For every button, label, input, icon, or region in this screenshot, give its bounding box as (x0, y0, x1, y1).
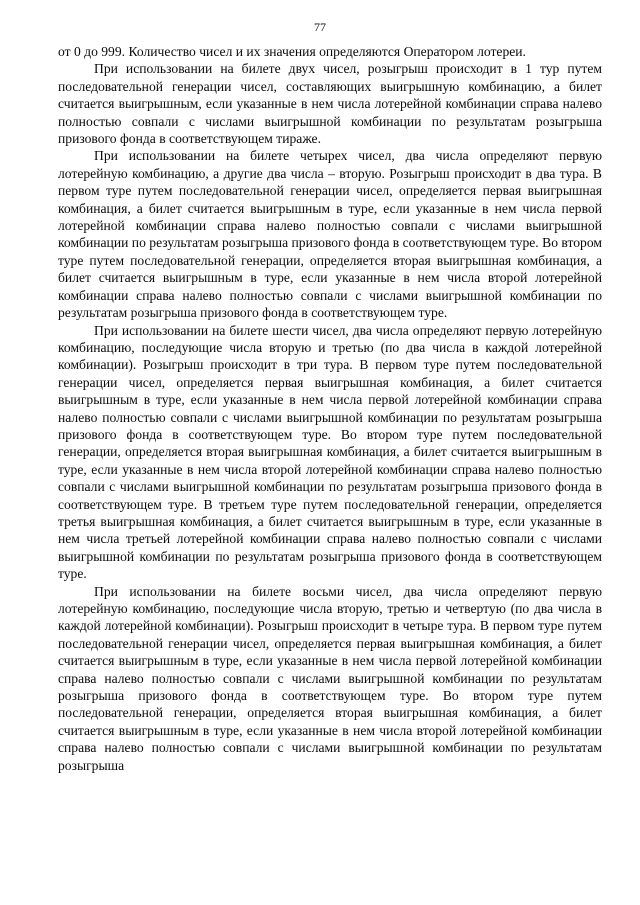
paragraph-four-numbers: При использовании на билете четырех чисел, два числа определяют первую лотерейную комбинацию, а другие два числа – вторую. Розыгрыш происходит в два тура. В первом туре путем последовательной генерации чисел, определяется первая выигрышная комбинация, а билет считается выигрышным в туре, если указанные в нем числа первой лотерейной комбинации справа налево полностью совпали с числами выигрышной комбинации по результатам розыгрыша призового фонда в соответствующем туре. Во втором туре путем последовательной генерации, определяется вторая выигрышная комбинация, а билет считается выигрышным в туре, если указанные в нем числа второй лотерейной комбинации справа налево полностью совпали с числами выигрышной комбинации по результатам розыгрыша призового фонда в соответствующем туре. (58, 148, 602, 321)
document-body (58, 43, 602, 774)
paragraph-two-numbers: При использовании на билете двух чисел, розыгрыш происходит в 1 тур путем последовательной генерации чисел, составляющих выигрышную комбинацию, а билет считается выигрышным, если указанные в нем числа лотерейной комбинации справа налево полностью совпали с числами выигрышной комбинации по результатам розыгрыша призового фонда в соответствующем тираже. (58, 61, 602, 147)
page-number: 77 (314, 20, 326, 34)
paragraph-eight-numbers: При использовании на билете восьми чисел, два числа определяют первую лотерейную комбинацию, последующие числа вторую, третью и четвертую (по два числа в каждой лотерейной комбинации). Розыгрыш происходит в четыре тура. В первом туре путем последовательной генерации чисел, определяется первая выигрышная комбинация, а билет считается выигрышным в туре, если указанные в нем числа первой лотерейной комбинации справа налево полностью совпали с числами выигрышной комбинации по результатам розыгрыша призового фонда в соответствующем туре. Во втором туре путем последовательной генерации, определяется вторая выигрышная комбинация, а билет считается выигрышным в туре, если указанные в нем числа второй лотерейной комбинации справа налево полностью совпали с числами выигрышной комбинации по результатам розыгрыша (58, 583, 602, 773)
paragraph-continuation: от 0 до 999. Количество чисел и их значения определяются Оператором лотереи. (58, 44, 526, 59)
paragraph-six-numbers: При использовании на билете шести чисел, два числа определяют первую лотерейную комбинацию, последующие числа вторую и третью (по два числа в каждой лотерейной комбинации). Розыгрыш происходит в три тура. В первом туре путем последовательной генерации чисел, определяется первая выигрышная комбинация, а билет считается выигрышным в туре, если указанные в нем числа первой лотерейной комбинации справа налево полностью совпали с числами выигрышной комбинации по результатам розыгрыша призового фонда в соответствующем туре. Во втором туре путем последовательной генерации, определяется вторая выигрышная комбинация, а билет считается выигрышным в туре, если указанные в нем числа второй лотерейной комбинации справа налево полностью совпали с числами выигрышной комбинации по результатам розыгрыша призового фонда в соответствующем туре. В третьем туре путем последовательной генерации, определяется третья выигрышная комбинация, а билет считается выигрышным в туре, если указанные в нем числа третьей лотерейной комбинации справа налево полностью совпали с числами выигрышной комбинации по результатам розыгрыша призового фонда в соответствующем туре. (58, 322, 602, 582)
